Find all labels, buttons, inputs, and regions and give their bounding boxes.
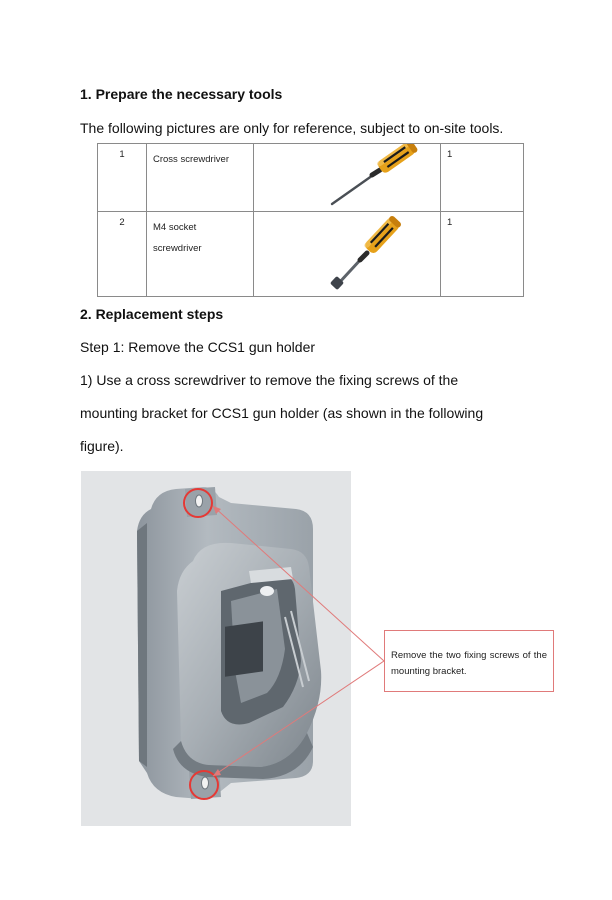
tools-table bbox=[97, 143, 524, 297]
tool-quantity: 1 bbox=[441, 212, 524, 297]
tool-image-cell bbox=[254, 212, 441, 297]
tool-number: 1 bbox=[98, 144, 147, 212]
section-2-heading: 2. Replacement steps bbox=[80, 306, 224, 322]
tools-note: The following pictures are only for reference, subject to on-site tools. bbox=[80, 120, 504, 136]
tool-name bbox=[147, 212, 254, 297]
cross-screwdriver-icon bbox=[254, 144, 440, 206]
instruction-line-2: mounting bracket for CCS1 gun holder (as shown in the following bbox=[80, 405, 484, 421]
step-1-title: Step 1: Remove the CCS1 gun holder bbox=[80, 339, 316, 355]
tool-quantity: 1 bbox=[441, 144, 524, 212]
section-1-heading: 1. Prepare the necessary tools bbox=[80, 86, 283, 102]
tool-number: 2 bbox=[98, 212, 147, 297]
table-row bbox=[98, 144, 524, 212]
socket-screwdriver-icon bbox=[254, 212, 440, 291]
table-row bbox=[98, 212, 524, 297]
tool-image-cell bbox=[254, 144, 441, 212]
tool-name-text: Cross screwdriver bbox=[153, 154, 230, 165]
tool-name bbox=[147, 144, 254, 212]
callout-box: Remove the two fixing screws of the mounting bracket. bbox=[384, 630, 554, 692]
instruction-line-1: 1) Use a cross screwdriver to remove the fixing screws of the bbox=[80, 372, 459, 388]
instruction-line-3: figure). bbox=[80, 438, 124, 454]
bracket-figure bbox=[81, 471, 351, 826]
tool-name-text: M4 socket screwdriver bbox=[153, 222, 202, 254]
ccs1-gun-holder-bracket-icon bbox=[81, 471, 351, 826]
